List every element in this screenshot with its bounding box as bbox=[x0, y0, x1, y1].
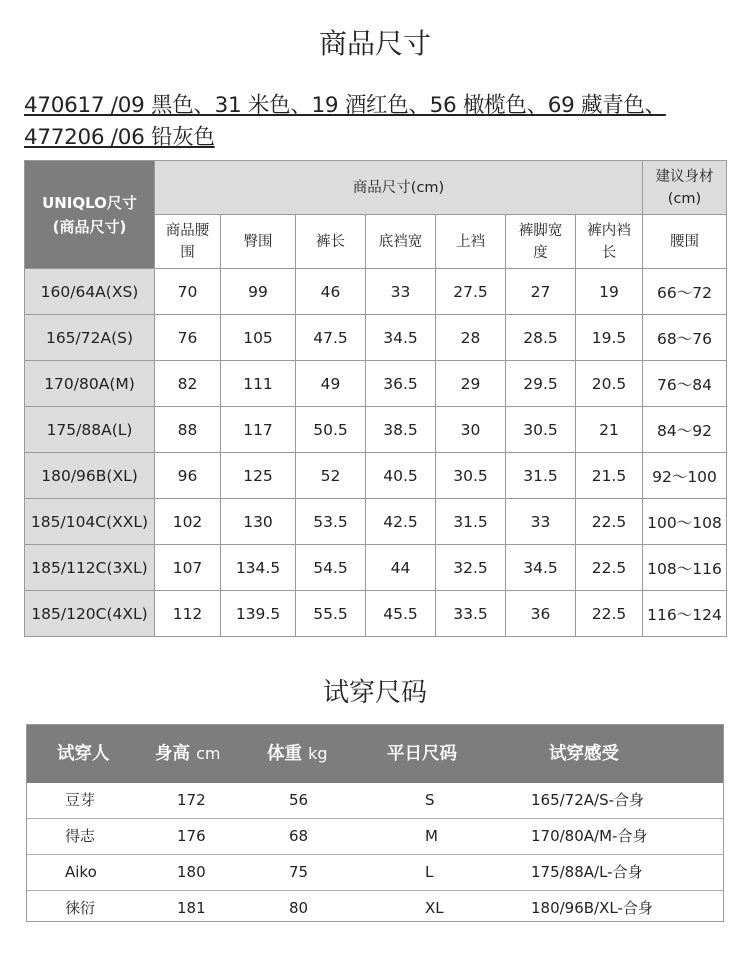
size-value-cell: 34.5 bbox=[506, 545, 576, 591]
fitting-header-row bbox=[27, 725, 723, 783]
size-value-cell: 21.5 bbox=[576, 453, 643, 499]
fitting-table bbox=[26, 724, 724, 922]
fitting-row bbox=[27, 783, 723, 818]
column-header-line-1: 上裆 bbox=[456, 233, 485, 250]
size-value-cell: 130 bbox=[221, 499, 296, 545]
column-header-line-1: 裤长 bbox=[316, 233, 345, 250]
size-label: 175/88A(L) bbox=[25, 407, 155, 453]
size-value-cell: 125 bbox=[221, 453, 296, 499]
fitting-height: 180 bbox=[177, 863, 206, 881]
size-value-cell: 55.5 bbox=[296, 591, 366, 637]
group-header: 商品尺寸(cm) bbox=[155, 161, 643, 215]
color-variants-line-1: 470617 /09 黑色、31 米色、19 酒红色、56 橄榄色、69 藏青色、 bbox=[24, 93, 666, 118]
corner-line-1: UNIQLO尺寸 bbox=[42, 193, 137, 212]
size-value-cell: 54.5 bbox=[296, 545, 366, 591]
size-value-cell: 29 bbox=[436, 361, 506, 407]
column-header-line-2: 度 bbox=[533, 244, 548, 261]
size-label: 185/104C(XXL) bbox=[25, 499, 155, 545]
column-header-line-2: 长 bbox=[601, 244, 617, 261]
column-header-line-1: 裤脚宽 bbox=[518, 222, 563, 239]
fitting-height: 181 bbox=[177, 899, 206, 917]
weight-unit: kg bbox=[308, 744, 328, 763]
size-value-cell: 76 bbox=[155, 315, 221, 361]
column-header-line-1: 裤内裆 bbox=[587, 222, 631, 239]
fitting-header-person: 试穿人 bbox=[57, 744, 110, 764]
column-header bbox=[366, 215, 436, 269]
size-value-cell: 96 bbox=[155, 453, 221, 499]
size-value-cell: 42.5 bbox=[366, 499, 436, 545]
size-label: 160/64A(XS) bbox=[25, 269, 155, 315]
fitting-person: 徕衍 bbox=[65, 899, 96, 917]
suggest-waist-cell: 76～84 bbox=[643, 361, 727, 407]
suggest-waist-cell: 92～100 bbox=[643, 453, 727, 499]
size-value-cell: 88 bbox=[155, 407, 221, 453]
fitting-weight: 75 bbox=[289, 863, 309, 881]
column-header-line-1: 底裆宽 bbox=[378, 233, 423, 250]
size-label: 185/112C(3XL) bbox=[25, 545, 155, 591]
table-row bbox=[25, 407, 727, 453]
suggest-waist-cell: 66～72 bbox=[643, 269, 727, 315]
fitting-header-height bbox=[155, 725, 220, 783]
size-value-cell: 28.5 bbox=[506, 315, 576, 361]
size-label: 185/120C(4XL) bbox=[25, 591, 155, 637]
column-header bbox=[296, 215, 366, 269]
table-row bbox=[25, 453, 727, 499]
size-label: 180/96B(XL) bbox=[25, 453, 155, 499]
suggest-waist-cell: 84～92 bbox=[643, 407, 727, 453]
size-value-cell: 30.5 bbox=[436, 453, 506, 499]
size-value-cell: 30.5 bbox=[506, 407, 576, 453]
fitting-height: 176 bbox=[177, 827, 206, 845]
size-value-cell: 19 bbox=[576, 269, 643, 315]
size-value-cell: 111 bbox=[221, 361, 296, 407]
corner-line-2: (商品尺寸) bbox=[52, 217, 127, 236]
size-value-cell: 117 bbox=[221, 407, 296, 453]
fitting-daily-size: M bbox=[425, 827, 438, 845]
fitting-row bbox=[27, 890, 723, 926]
size-value-cell: 22.5 bbox=[576, 591, 643, 637]
size-value-cell: 52 bbox=[296, 453, 366, 499]
column-header-line-1: 商品腰 bbox=[165, 222, 210, 239]
suggest-waist-cell: 100～108 bbox=[643, 499, 727, 545]
column-header-line-1: 臀围 bbox=[243, 233, 273, 250]
size-value-cell: 27 bbox=[506, 269, 576, 315]
size-value-cell: 33 bbox=[366, 269, 436, 315]
fitting-feeling: 175/88A/L-合身 bbox=[531, 863, 643, 881]
table-row bbox=[25, 269, 727, 315]
page-title: 商品尺寸 bbox=[318, 27, 431, 60]
fitting-row bbox=[27, 818, 723, 854]
size-value-cell: 19.5 bbox=[576, 315, 643, 361]
size-value-cell: 139.5 bbox=[221, 591, 296, 637]
table-row bbox=[25, 361, 727, 407]
table-row bbox=[25, 591, 727, 637]
size-table-corner-header bbox=[25, 161, 155, 269]
suggest-waist-header: 腰围 bbox=[643, 215, 727, 269]
column-header bbox=[155, 215, 221, 269]
size-value-cell: 32.5 bbox=[436, 545, 506, 591]
size-value-cell: 105 bbox=[221, 315, 296, 361]
fitting-weight: 68 bbox=[289, 827, 309, 845]
column-header bbox=[506, 215, 576, 269]
size-value-cell: 27.5 bbox=[436, 269, 506, 315]
column-header-line-2: 围 bbox=[180, 244, 195, 261]
size-value-cell: 53.5 bbox=[296, 499, 366, 545]
size-value-cell: 34.5 bbox=[366, 315, 436, 361]
size-value-cell: 50.5 bbox=[296, 407, 366, 453]
size-value-cell: 20.5 bbox=[576, 361, 643, 407]
table-row bbox=[25, 315, 727, 361]
size-value-cell: 31.5 bbox=[506, 453, 576, 499]
size-value-cell: 44 bbox=[366, 545, 436, 591]
fitting-feeling: 180/96B/XL-合身 bbox=[531, 899, 653, 917]
fitting-person: Aiko bbox=[65, 863, 97, 881]
fitting-feeling: 170/80A/M-合身 bbox=[531, 827, 648, 845]
suggest-line-1: 建议身材 bbox=[655, 168, 714, 185]
size-value-cell: 40.5 bbox=[366, 453, 436, 499]
fitting-weight: 56 bbox=[289, 791, 309, 809]
fitting-person: 豆芽 bbox=[65, 791, 96, 809]
weight-label: 体重 bbox=[267, 744, 302, 764]
color-variants bbox=[24, 90, 730, 154]
size-value-cell: 30 bbox=[436, 407, 506, 453]
fitting-row bbox=[27, 854, 723, 890]
suggest-line-2: (cm) bbox=[667, 190, 702, 207]
height-unit: cm bbox=[196, 744, 221, 763]
size-value-cell: 33 bbox=[506, 499, 576, 545]
size-value-cell: 36 bbox=[506, 591, 576, 637]
size-value-cell: 70 bbox=[155, 269, 221, 315]
suggest-header bbox=[643, 161, 727, 215]
size-value-cell: 28 bbox=[436, 315, 506, 361]
fitting-person: 得志 bbox=[65, 827, 96, 845]
size-value-cell: 33.5 bbox=[436, 591, 506, 637]
size-value-cell: 36.5 bbox=[366, 361, 436, 407]
size-label: 170/80A(M) bbox=[25, 361, 155, 407]
size-value-cell: 45.5 bbox=[366, 591, 436, 637]
column-header bbox=[436, 215, 506, 269]
size-value-cell: 112 bbox=[155, 591, 221, 637]
size-value-cell: 47.5 bbox=[296, 315, 366, 361]
size-label: 165/72A(S) bbox=[25, 315, 155, 361]
suggest-waist-cell: 116～124 bbox=[643, 591, 727, 637]
suggest-waist-cell: 68～76 bbox=[643, 315, 727, 361]
table-row bbox=[25, 545, 727, 591]
fitting-daily-size: L bbox=[425, 863, 434, 881]
fitting-feeling: 165/72A/S-合身 bbox=[531, 791, 645, 809]
suggest-waist-cell: 108～116 bbox=[643, 545, 727, 591]
size-value-cell: 31.5 bbox=[436, 499, 506, 545]
size-value-cell: 46 bbox=[296, 269, 366, 315]
size-table bbox=[24, 160, 727, 637]
table-row bbox=[25, 499, 727, 545]
fitting-title: 试穿尺码 bbox=[322, 678, 427, 708]
fitting-daily-size: S bbox=[425, 791, 435, 809]
size-value-cell: 134.5 bbox=[221, 545, 296, 591]
fitting-header-daily-size: 平日尺码 bbox=[387, 744, 457, 764]
color-variants-line-2: 477206 /06 铅灰色 bbox=[24, 125, 215, 150]
size-value-cell: 82 bbox=[155, 361, 221, 407]
size-value-cell: 49 bbox=[296, 361, 366, 407]
size-value-cell: 29.5 bbox=[506, 361, 576, 407]
size-value-cell: 102 bbox=[155, 499, 221, 545]
fitting-header-feeling: 试穿感受 bbox=[549, 744, 619, 764]
size-value-cell: 38.5 bbox=[366, 407, 436, 453]
size-value-cell: 99 bbox=[221, 269, 296, 315]
height-label: 身高 bbox=[155, 744, 190, 764]
fitting-height: 172 bbox=[177, 791, 206, 809]
size-value-cell: 21 bbox=[576, 407, 643, 453]
size-value-cell: 107 bbox=[155, 545, 221, 591]
column-header bbox=[576, 215, 643, 269]
fitting-weight: 80 bbox=[289, 899, 309, 917]
fitting-daily-size: XL bbox=[425, 899, 444, 917]
column-header bbox=[221, 215, 296, 269]
fitting-header-weight bbox=[267, 725, 328, 783]
size-value-cell: 22.5 bbox=[576, 499, 643, 545]
size-value-cell: 22.5 bbox=[576, 545, 643, 591]
